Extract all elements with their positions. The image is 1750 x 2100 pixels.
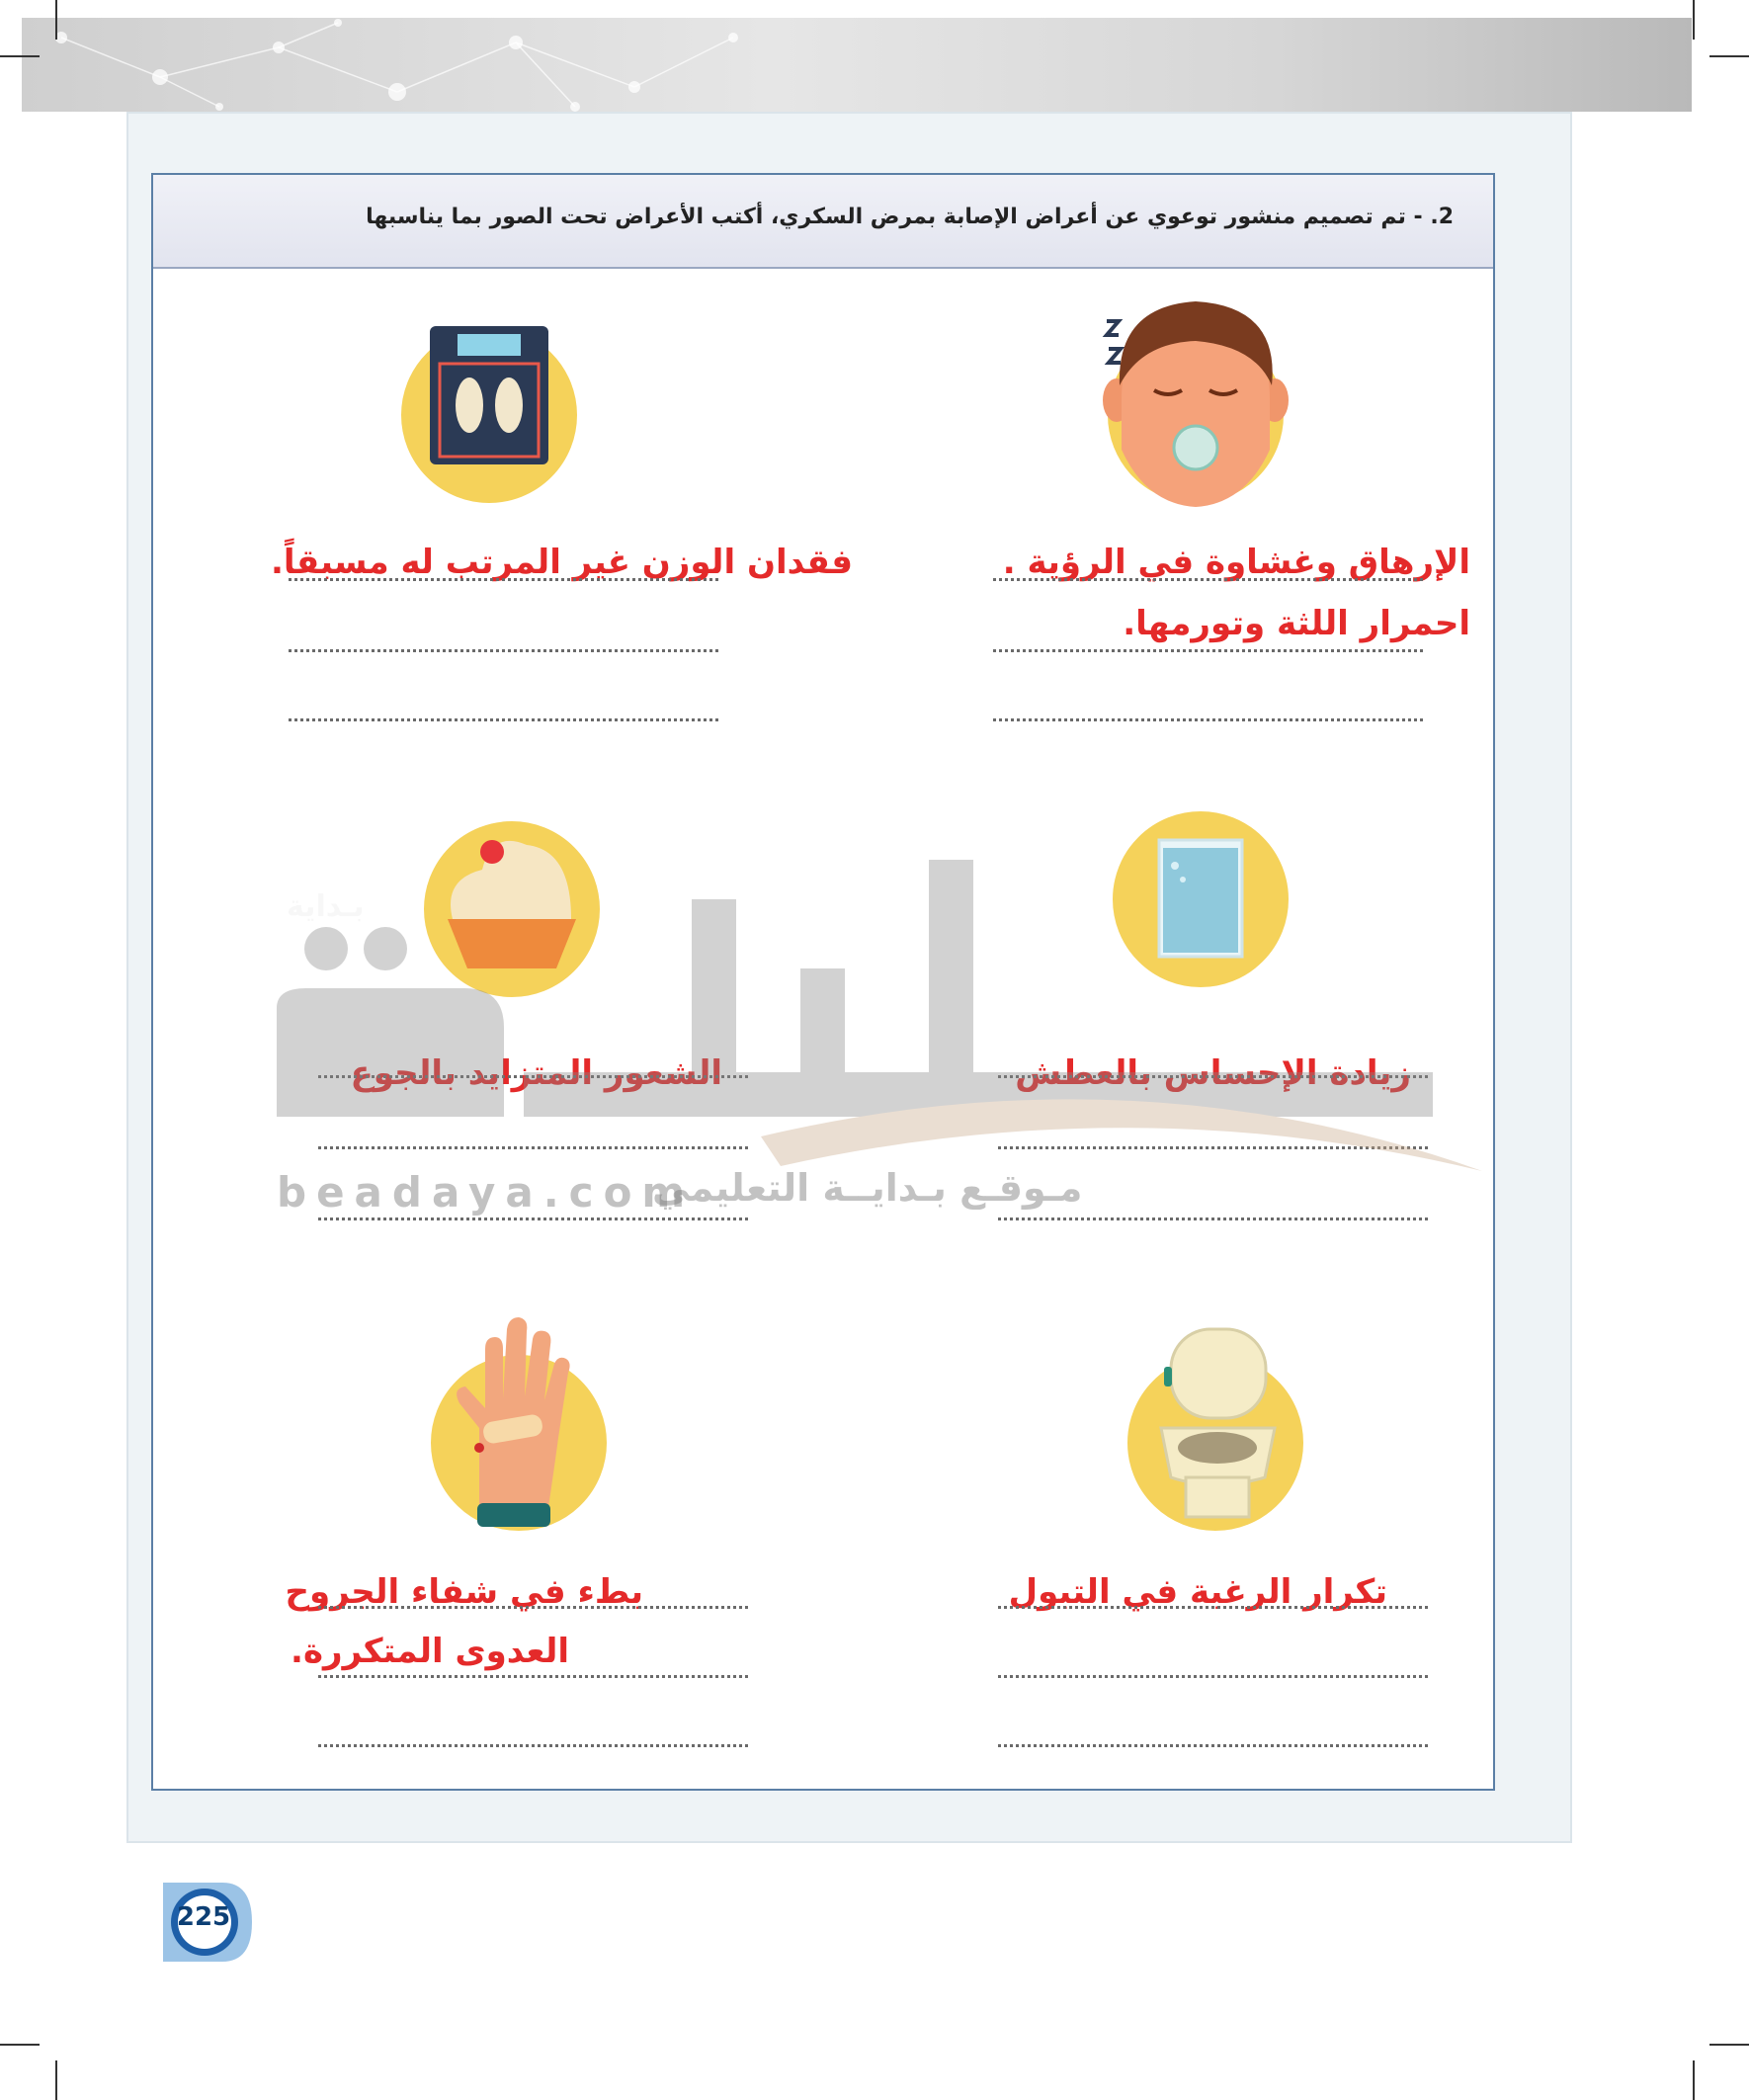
sleepy-face-icon <box>1087 292 1304 519</box>
water-glass-icon <box>1102 800 1299 998</box>
instruction-bar <box>153 175 1493 269</box>
answer-line <box>998 1146 1428 1149</box>
answer-slow-healing-line-1: بطء في شفاء الجروح <box>285 1572 643 1612</box>
answer-line <box>289 718 718 721</box>
watermark-arabic-logo: بـداية <box>287 889 365 924</box>
crop-mark <box>0 2044 40 2046</box>
answer-line <box>998 1675 1428 1678</box>
answer-slow-healing-line-2: العدوى المتكررة. <box>291 1632 569 1671</box>
answer-line <box>289 578 718 581</box>
crop-mark <box>1693 2060 1695 2100</box>
answer-line <box>318 1075 748 1078</box>
instruction-text: 2. - تم تصميم منشور توعوي عن أعراض الإصابة بمرض السكري، أكتب الأعراض تحت الصور بما يناسبها <box>366 205 1454 229</box>
answer-line <box>998 1744 1428 1747</box>
answer-hunger: الشعور المتزايد بالجوع <box>350 1053 722 1093</box>
answer-line <box>318 1146 748 1149</box>
crop-mark <box>55 0 57 40</box>
weighing-scale-icon <box>390 316 588 514</box>
crop-mark <box>1709 2044 1749 2046</box>
answer-line <box>318 1218 748 1220</box>
watermark-url: beadaya.com <box>277 1168 696 1217</box>
cupcake-icon <box>413 810 611 1008</box>
crop-mark <box>1693 0 1695 40</box>
answer-line <box>998 1075 1428 1078</box>
answer-thirst: زيادة الإحساس بالعطش <box>1015 1053 1411 1093</box>
answer-line <box>993 718 1423 721</box>
answer-line <box>318 1744 748 1747</box>
watermark-tagline: مـوقـع بـدايــة التعليمي <box>652 1166 1083 1210</box>
crop-mark <box>55 2060 57 2100</box>
answer-fatigue-line-2: احمرار اللثة وتورمها. <box>1123 604 1470 643</box>
page-number: 225 <box>176 1902 231 1932</box>
toilet-icon <box>1117 1319 1314 1537</box>
answer-line <box>998 1606 1428 1609</box>
crop-mark <box>0 55 40 57</box>
crop-mark <box>1709 55 1749 57</box>
network-pattern-icon <box>22 18 1692 112</box>
answer-line <box>289 649 718 652</box>
answer-line <box>998 1218 1428 1220</box>
header-band <box>22 18 1692 112</box>
answer-line <box>318 1675 748 1678</box>
answer-line <box>993 578 1423 581</box>
answer-urination: تكرار الرغبة في التبول <box>1008 1572 1387 1612</box>
answer-line <box>318 1606 748 1609</box>
answer-weight-loss: فقدان الوزن غير المرتب له مسبقاً. <box>270 543 853 582</box>
answer-line <box>993 649 1423 652</box>
bandaged-hand-icon <box>420 1309 618 1537</box>
answer-fatigue-line-1: الإرهاق وغشاوة في الرؤية . <box>1002 543 1470 582</box>
